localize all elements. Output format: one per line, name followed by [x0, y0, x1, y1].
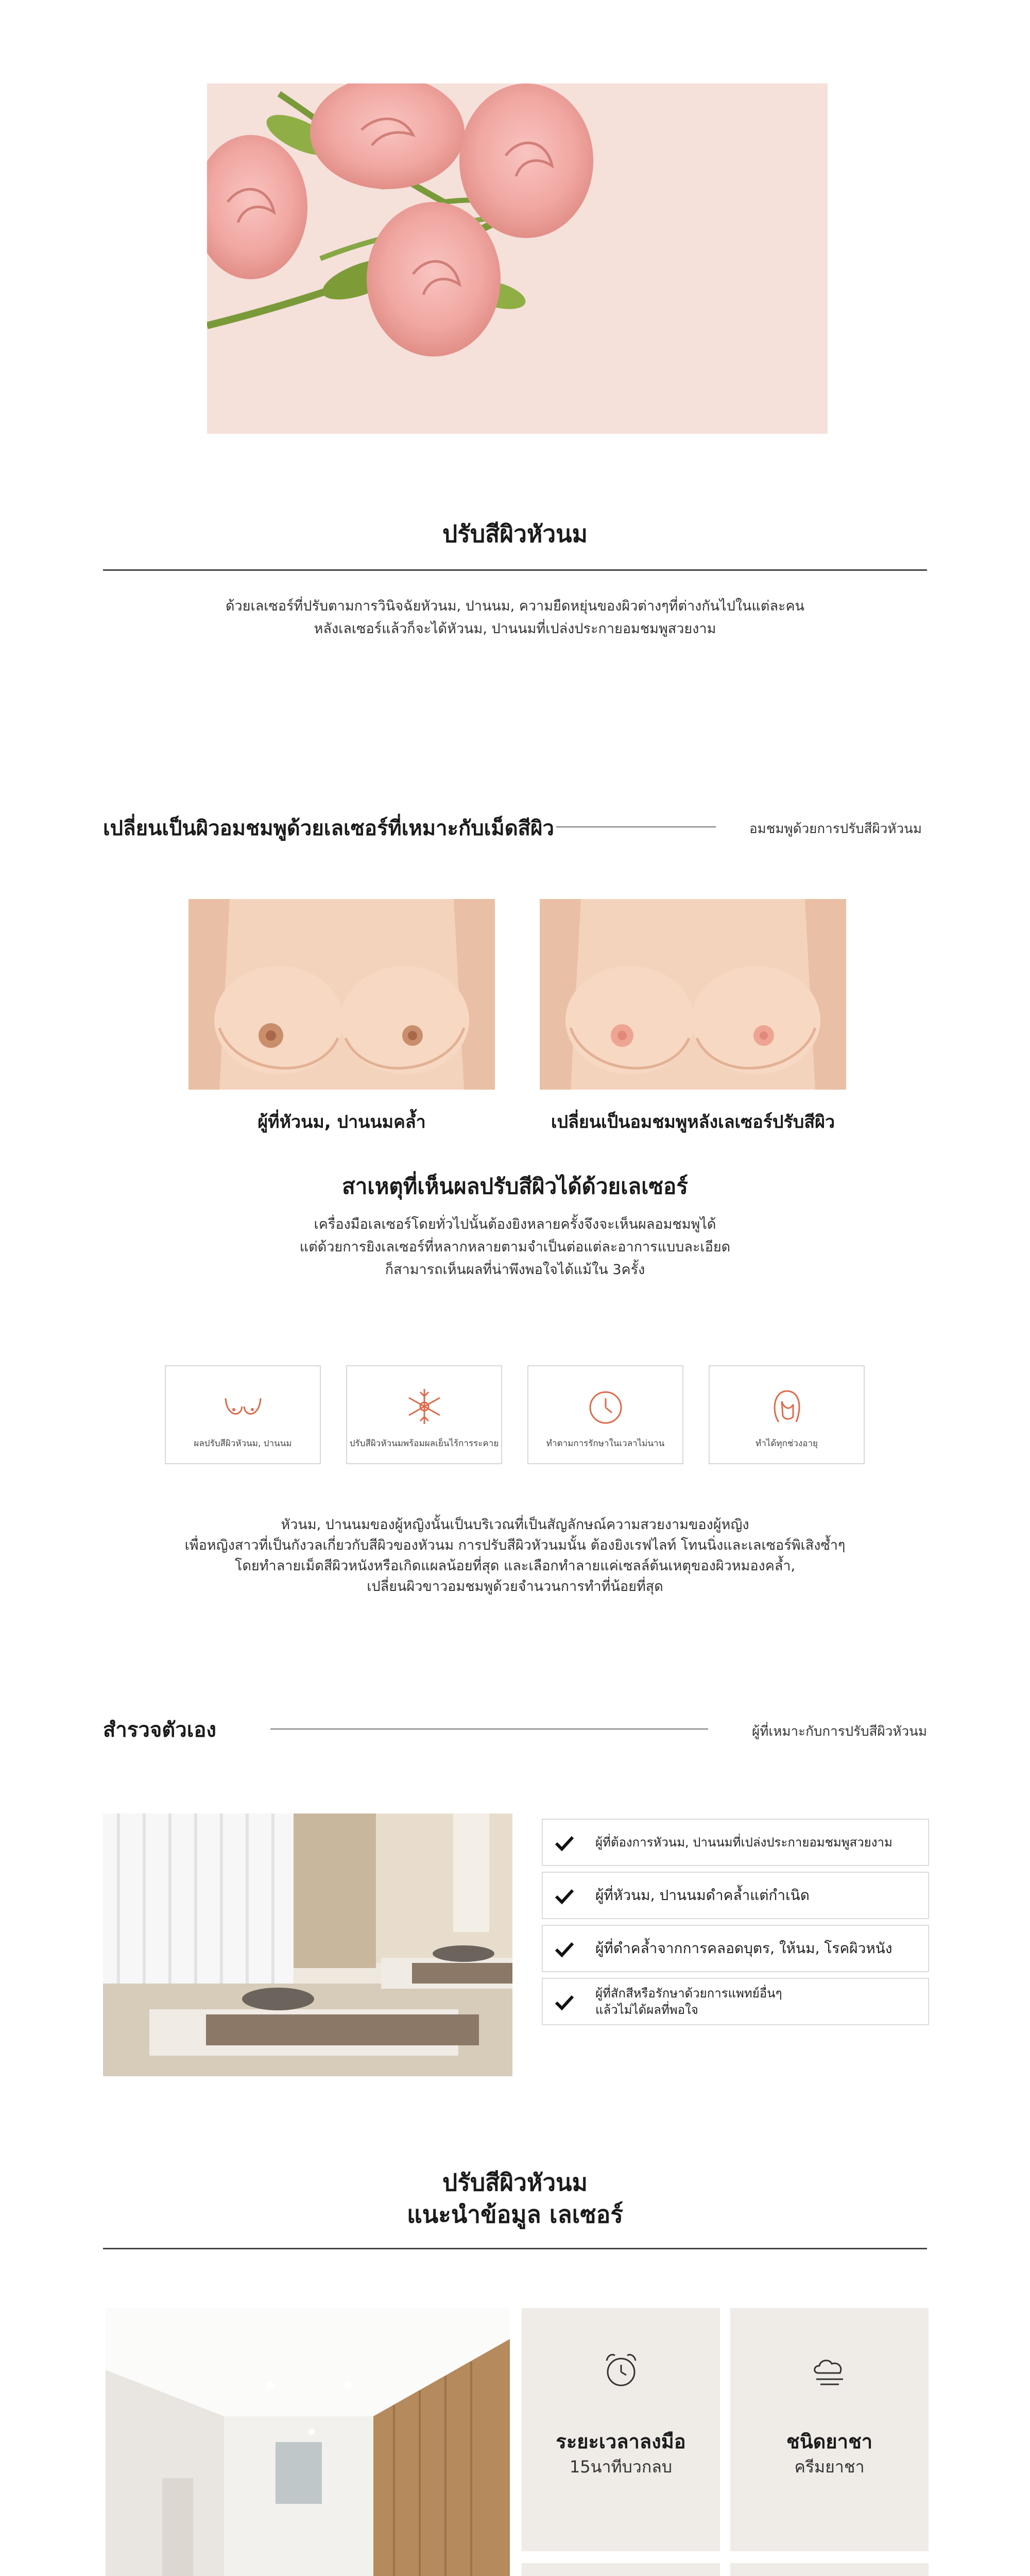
alarm-clock-icon: [600, 2349, 642, 2391]
section-divider: [103, 569, 927, 571]
section3-title: สาเหตุที่เห็นผลปรับสีผิวได้ด้วยเลเซอร์: [342, 1174, 688, 1199]
section-title-nipple-tone: ปรับสีผิวหัวนม: [442, 520, 588, 548]
hero-roses-image: [207, 83, 828, 434]
card-title: ระยะเวลาลงมือ: [556, 2430, 686, 2453]
checklist-item: [542, 1872, 929, 1919]
checklist-text: ผู้ที่ต้องการหัวนม, ปานนมที่เปล่งประกายอมชมพูสวยงาม: [595, 1835, 892, 1850]
info-card-recovery: [730, 2563, 929, 2576]
checklist-item: [542, 1925, 929, 1972]
feature-card-time: [527, 1365, 683, 1464]
after-photo: [540, 899, 846, 1090]
card-sub: 15นาทีบวกลบ: [569, 2457, 673, 2477]
breast-icon: [222, 1386, 264, 1427]
feature-card-breast: [165, 1365, 321, 1464]
desc-line: หลังเลเซอร์แล้วก็จะได้หัวนม, ปานนมที่เปล่งประกายอมชมพูสวยงาม: [314, 621, 716, 637]
checklist-text: ผู้ที่ดำคล้ำจากการคลอดบุตร, ให้นม, โรคผิวหนัง: [595, 1940, 892, 1957]
info-card-no-revisit: [522, 2563, 720, 2576]
checklist-item: [542, 1819, 929, 1866]
feature-card-age: [709, 1365, 865, 1464]
cloud-icon: [809, 2349, 850, 2391]
title-line: แนะนำข้อมูล เลเซอร์: [407, 2200, 623, 2228]
section3-paragraph: [103, 1515, 927, 1597]
clinic-hallway-photo: [106, 2308, 510, 2576]
section-divider: [103, 2248, 927, 2249]
checkmark-icon: [554, 1886, 575, 1907]
card-sub: ครีมยาชา: [794, 2457, 865, 2477]
desc-line: ด้วยเลเซอร์ที่ปรับตามการวินิจฉัยหัวนม, ปานนม, ความยืดหยุ่นของผิวต่างๆที่ต่างกันไปในแต่ละคน: [225, 598, 805, 614]
desc-line: แต่ด้วยการยิงเลเซอร์ที่หลากหลายตามจำเป็นต่อแต่ละอาการแบบละเอียด: [299, 1239, 731, 1255]
checklist-text: ผู้ที่หัวนม, ปานนมดำคล้ำแต่กำเนิด: [595, 1887, 810, 1904]
section1-description: [154, 595, 876, 640]
woman-icon: [766, 1386, 808, 1427]
feature-label: ปรับสีผิวหัวนมพร้อมผลเย็นไร้การระคาย: [349, 1438, 499, 1449]
checklist-text: ผู้ที่สักสีหรือรักษาด้วยการแพทย์อื่นๆ แล้วไม่ได้ผลที่พอใจ: [595, 1986, 782, 2017]
before-caption: ผู้ที่หัวนม, ปานนมคล้ำ: [258, 1112, 426, 1132]
clock-icon: [585, 1386, 626, 1427]
para-line: เพื่อหญิงสาวที่เป็นกังวลเกี่ยวกับสีผิวของหัวนม การปรับสีผิวหัวนมนั้น ต้องยิงเรฟไลท์ โทนนิ่งและเลเซอร์พิเสิงซ้ำๆ: [184, 1537, 846, 1553]
section3-description: [154, 1213, 876, 1281]
section4-heading: สำรวจตัวเอง: [103, 1718, 216, 1742]
info-card-duration: [522, 2308, 720, 2551]
title-line: ปรับสีผิวหัวนม: [442, 2168, 588, 2196]
clinic-room-photo: [103, 1814, 512, 2076]
section2-note: อมชมพูด้วยการปรับสีผิวหัวนม: [749, 821, 922, 837]
snowflake-icon: [404, 1386, 445, 1427]
heading-line: [270, 1728, 708, 1730]
info-card-anesthesia: [730, 2308, 929, 2551]
feature-card-cooling: [346, 1365, 502, 1464]
checkmark-icon: [554, 1833, 575, 1854]
desc-line: ก็สามารถเห็นผลที่น่าพึงพอใจได้แม้ใน 3ครั้ง: [385, 1262, 645, 1278]
checklist-item: [542, 1978, 929, 2025]
after-caption: เปลี่ยนเป็นอมชมพูหลังเลเซอร์ปรับสีผิว: [551, 1112, 835, 1132]
feature-label: ผลปรับสีผิวหัวนม, ปานนม: [194, 1438, 292, 1449]
para-line: เปลี่ยนผิวขาวอมชมพูด้วยจำนวนการทำที่น้อยที่สุด: [367, 1579, 663, 1595]
card-title: ชนิดยาชา: [786, 2430, 873, 2453]
para-line: หัวนม, ปานนมของผู้หญิงนั้นเป็นบริเวณที่เป็นสัญลักษณ์ความสวยงามของผู้หญิง: [281, 1517, 749, 1533]
checkmark-icon: [554, 1939, 575, 1960]
para-line: โดยทำลายเม็ดสีผิวหนังหรือเกิดแผลน้อยที่สุด และเลือกทำลายแค่เซลล์ต้นเหตุของผิวหมองคล้ำ,: [234, 1558, 796, 1574]
section2-heading: เปลี่ยนเป็นผิวอมชมพูด้วยเลเซอร์ที่เหมาะกับเม็ดสีผิว: [103, 817, 554, 840]
heading-line: [556, 826, 716, 827]
desc-line: เครื่องมือเลเซอร์โดยทั่วไปนั้นต้องยิงหลายครั้งจึงจะเห็นผลอมชมพูได้: [314, 1216, 716, 1232]
section4-note: ผู้ที่เหมาะกับการปรับสีผิวหัวนม: [752, 1724, 927, 1739]
checkmark-icon: [554, 1992, 575, 2013]
feature-label: ทำได้ทุกช่วงอายุ: [756, 1438, 818, 1449]
feature-label: ทำตามการรักษาในเวลาไม่นาน: [546, 1438, 665, 1449]
section5-title: [0, 2166, 1030, 2230]
before-photo: [188, 899, 495, 1090]
